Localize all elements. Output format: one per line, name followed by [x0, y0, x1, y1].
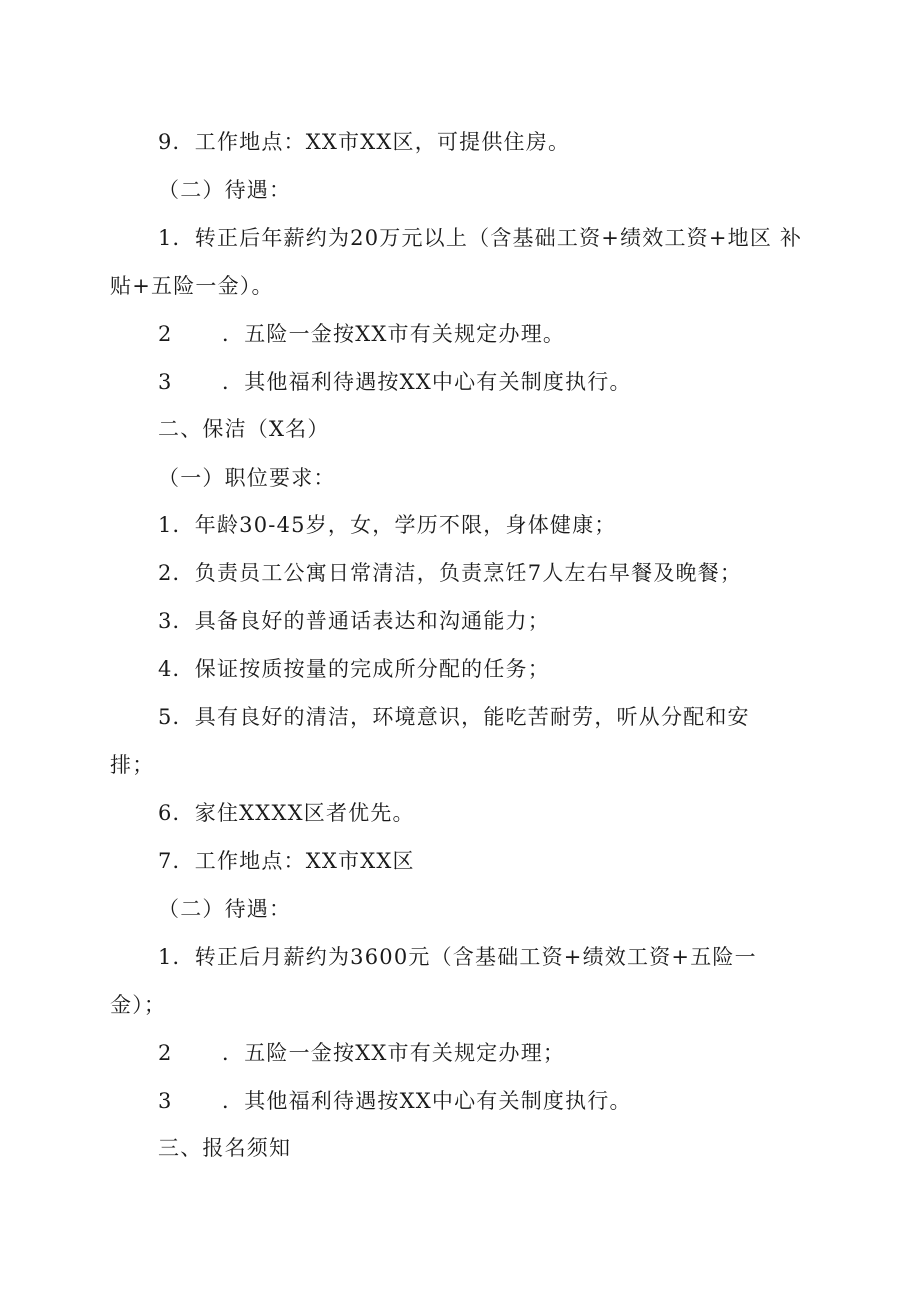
list-text: ．其他福利待遇按XX中心有关制度执行。: [222, 370, 632, 394]
paragraph-other-benefits-2: [158, 1088, 632, 1114]
paragraph-attitude-cont: 排；: [110, 753, 155, 777]
paragraph-insurance-2: [158, 1040, 565, 1066]
paragraph-age: 1．年龄30-45岁，女，学历不限，身体健康；: [158, 513, 617, 537]
list-number: 2: [158, 1041, 173, 1065]
subheading-requirements: （一）职位要求：: [158, 466, 336, 490]
paragraph-communication: 3．具备良好的普通话表达和沟通能力；: [158, 609, 550, 633]
list-number: 3: [158, 1089, 173, 1113]
paragraph-tasks: 4．保证按质按量的完成所分配的任务；: [158, 657, 550, 681]
paragraph-duties: 2．负责员工公寓日常清洁，负责烹饪7人左右早餐及晚餐；: [158, 561, 743, 585]
paragraph-attitude: 5．具有良好的清洁，环境意识，能吃苦耐劳，听从分配和安: [158, 705, 750, 729]
paragraph-other-benefits: [158, 369, 632, 395]
list-text: ．五险一金按XX市有关规定办理。: [222, 322, 566, 346]
paragraph-monthly-salary: 1．转正后月薪约为3600元（含基础工资+绩效工资+五险一: [158, 945, 757, 969]
subheading-benefits: （二）待遇：: [158, 178, 292, 202]
list-number: 3: [158, 370, 173, 394]
heading-registration: 三、报名须知: [158, 1136, 292, 1160]
paragraph-cleaning-location: 7．工作地点：XX市XX区: [158, 849, 415, 873]
subheading-benefits-2: （二）待遇：: [158, 897, 292, 921]
paragraph-residence: 6．家住XXXX区者优先。: [158, 801, 415, 825]
list-text: ．其他福利待遇按XX中心有关制度执行。: [222, 1089, 632, 1113]
list-text: ．五险一金按XX市有关规定办理；: [222, 1041, 566, 1065]
heading-cleaning: 二、保洁（X名）: [158, 417, 330, 441]
paragraph-insurance: [158, 321, 565, 347]
paragraph-annual-salary-cont: 贴+五险一金）。: [110, 274, 274, 298]
paragraph-monthly-salary-cont: 金）；: [110, 993, 167, 1017]
paragraph-annual-salary: 1．转正后年薪约为20万元以上（含基础工资+绩效工资+地区 补: [158, 226, 803, 250]
paragraph-work-location: 9．工作地点：XX市XX区，可提供住房。: [158, 130, 571, 154]
list-number: 2: [158, 322, 173, 346]
